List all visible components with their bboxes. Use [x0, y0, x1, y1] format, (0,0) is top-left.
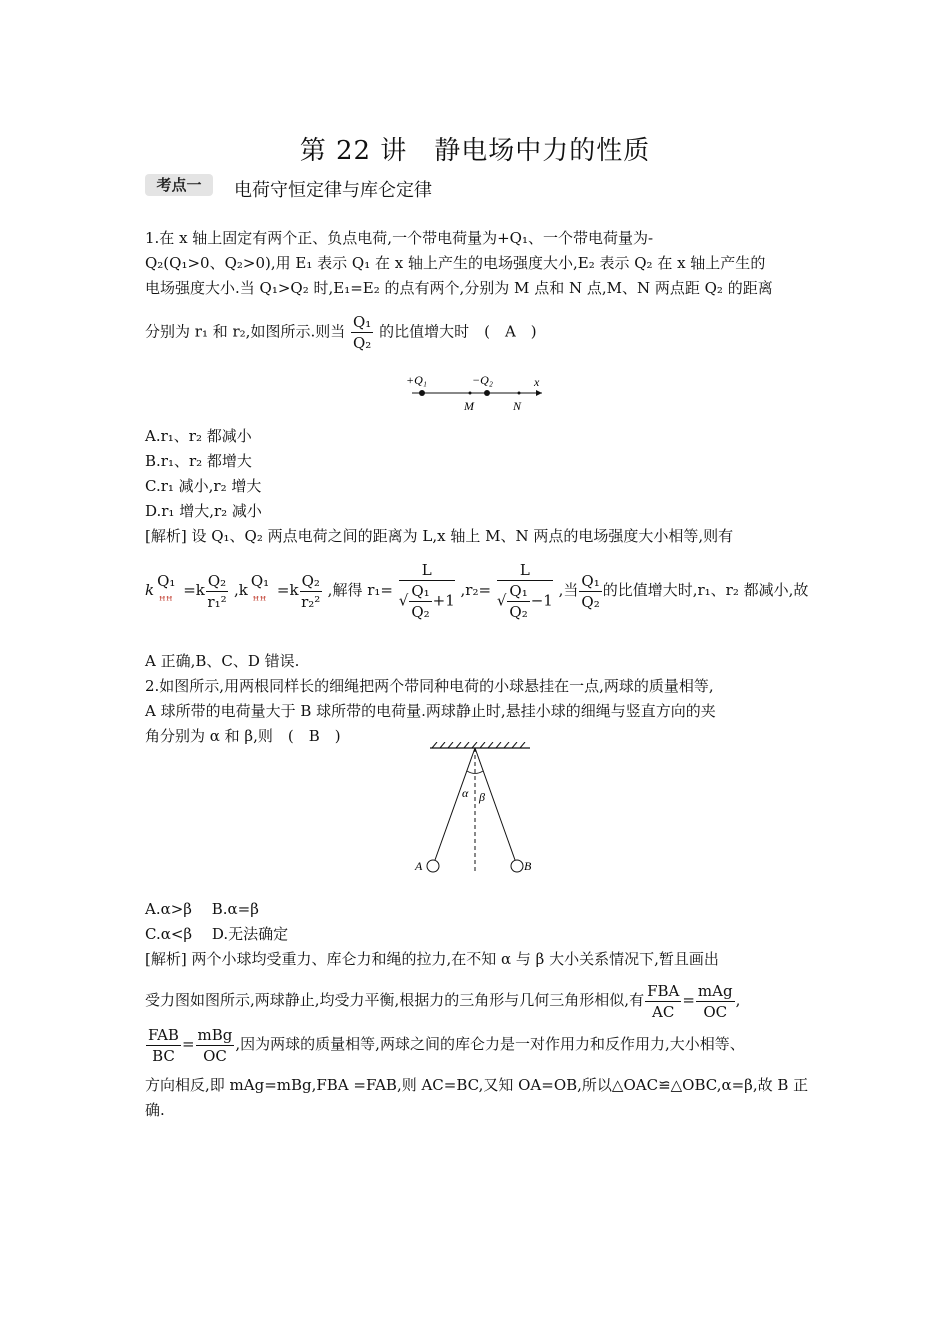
inner [409, 581, 431, 622]
q2-analysis-2-text: 受力图如图所示,两球静止,均受力平衡,根据力的三角形与几何三角形相似,有 [145, 991, 645, 1009]
q1-line-3: 电场强度大小.当 Q₁>Q₂ 时,E₁=E₂ 的点有两个,分别为 M 点和 N 点,M、N 两点距 Q₂ 的距离 [145, 279, 773, 297]
section-title: 电荷守恒定律与库仑定律 [234, 180, 432, 201]
q1: Q₁ [250, 572, 270, 590]
label-n: N [513, 399, 522, 413]
bc: BC [152, 1046, 175, 1065]
q1-option-c: C.r₁ 减小,r₂ 增大 [145, 477, 262, 495]
frac-mbg-oc [196, 1025, 235, 1066]
solve-r2: ,r₂= [460, 581, 492, 599]
q2: Q₂ [207, 571, 227, 590]
eq-k-2: =k [276, 581, 299, 599]
q2: Q₂ [509, 603, 528, 621]
wavy-mark: ꟸꟸ [159, 594, 174, 607]
string-a [435, 748, 475, 860]
q1-analysis-3: A 正确,B、C、D 错误. [145, 652, 300, 670]
q1: Q₁ [157, 572, 176, 590]
point-m-dot [469, 392, 472, 395]
page-title: 第 22 讲 静电场中力的性质 [299, 136, 651, 166]
r2sq: r₂² [301, 592, 321, 611]
wavy-mark: ꟸꟸ [252, 594, 268, 607]
ball-a [427, 860, 439, 872]
numerator: Q₁ [353, 313, 372, 331]
plus-one: +1 [432, 591, 455, 610]
denominator: Q₂ [353, 334, 372, 352]
mbg: mBg [197, 1025, 233, 1044]
l: L [399, 560, 455, 581]
frac-fab-bc [146, 1025, 181, 1066]
oc: OC [203, 1046, 227, 1065]
comma-k: ,k [233, 581, 248, 599]
r1sq: r₁² [207, 592, 227, 611]
q1-line-4 [145, 312, 537, 353]
q1-analysis-formula [145, 560, 808, 622]
frac-fba-ac [645, 981, 681, 1022]
label-b: B [524, 859, 532, 873]
string-b [475, 748, 515, 860]
ac: AC [652, 1002, 675, 1021]
point-n-dot [518, 392, 521, 395]
q2-line-1: 2.如图所示,用两根同样长的细绳把两个带同种电荷的小球悬挂在一点,两球的质量相等, [145, 677, 714, 695]
frac-r1 [399, 560, 455, 622]
frac-r2 [497, 560, 553, 622]
q1-option-b: B.r₁、r₂ 都增大 [145, 452, 252, 470]
q2: Q₂ [581, 592, 600, 611]
when: ,当 [558, 581, 579, 599]
label-a: A [415, 859, 423, 873]
frac-q2-r1 [206, 571, 228, 612]
q2-analysis-3-text: ,因为两球的质量相等,两球之间的库仑力是一对作用力和反作用力,大小相等、 [235, 1035, 745, 1053]
q1-line-2: Q₂(Q₁>0、Q₂>0),用 E₁ 表示 Q₁ 在 x 轴上产生的电场强度大小,E₂ 表示 Q₂ 在 x 轴上产生的 [145, 254, 766, 272]
minus-one: −1 [530, 591, 553, 610]
fba: FBA [647, 981, 680, 1000]
frac-kq1 [155, 571, 177, 611]
q2: Q₂ [411, 603, 430, 621]
solve-r1: ,解得 r₁= [327, 581, 393, 599]
q1-option-d: D.r₁ 增大,r₂ 减小 [145, 502, 262, 520]
label-q2: −Q₂ [472, 373, 493, 387]
oc: OC [703, 1002, 728, 1021]
eq: = [181, 1035, 195, 1053]
label-m: M [464, 399, 474, 413]
k: k [145, 581, 155, 599]
eq: = [682, 991, 695, 1009]
ball-b [511, 860, 523, 872]
q2-analysis-4: 方向相反,即 mAg=mBg,FBA =FAB,则 AC=BC,又知 OA=OB,所以△OAC≌△OBC,α=β,故 B 正 [145, 1076, 809, 1094]
q2-pendulum-figure [405, 742, 540, 882]
conclusion: 的比值增大时,r₁、r₂ 都减小,故 [602, 581, 809, 599]
q1-line-1: 1.在 x 轴上固定有两个正、负点电荷,一个带电荷量为+Q₁、一个带电荷量为- [145, 229, 654, 247]
label-q1: +Q₁ [406, 373, 427, 387]
q2-options-1: A.α>β B.α=β [145, 900, 259, 918]
q1-option-a: A.r₁、r₂ 都减小 [145, 427, 252, 445]
inner [507, 581, 529, 622]
frac-mag-oc [696, 981, 735, 1022]
q2-analysis-2 [145, 978, 740, 1022]
sqrt-plus: √ $\frac{\text{Q₁}}{\text{Q₂}}$ +1 [398, 582, 455, 621]
q1-analysis-1: [解析] 设 Q₁、Q₂ 两点电荷之间的距离为 L,x 轴上 M、N 两点的电场强度大小相等,则有 [145, 527, 734, 545]
q1-axis-figure [400, 368, 550, 414]
frac-kq1-2 [249, 571, 271, 611]
ceiling-hatch [432, 742, 525, 748]
q2-line-2: A 球所带的电荷量大于 B 球所带的电荷量.两球静止时,悬挂小球的细绳与竖直方向的夹 [145, 702, 716, 720]
frac-ratio [579, 571, 601, 612]
label-beta: β [479, 790, 485, 804]
eq-k: =k [183, 581, 205, 599]
q1-line-4-tail: 的比值增大时 ( A ) [379, 322, 537, 341]
mag: mAg [697, 981, 733, 1000]
charge-q2-dot [484, 390, 490, 396]
l: L [497, 560, 553, 581]
q2-analysis-5: 确. [145, 1101, 165, 1119]
q2: Q₂ [301, 571, 320, 590]
q1-ratio-fraction [351, 312, 373, 353]
q1: Q₁ [509, 582, 528, 600]
frac-q2-r2 [300, 571, 322, 612]
axis-arrow-icon [536, 390, 542, 396]
fab: FAB [148, 1025, 179, 1044]
q1: Q₁ [581, 571, 600, 590]
q1: Q₁ [411, 582, 430, 600]
section-badge: 考点一 [145, 174, 213, 196]
label-alpha: α [462, 786, 469, 800]
sqrt-minus: √ $\frac{\text{Q₁}}{\text{Q₂}}$ −1 [496, 582, 553, 621]
q2-options-2: C.α<β D.无法确定 [145, 925, 289, 943]
q2-line-3: 角分别为 α 和 β,则 ( B ) [145, 727, 341, 745]
charge-q1-dot [419, 390, 425, 396]
label-x: x [534, 375, 540, 389]
q2-analysis-3 [145, 1022, 745, 1066]
q2-analysis-1: [解析] 两个小球均受重力、库仑力和绳的拉力,在不知 α 与 β 大小关系情况下,暂且画出 [145, 950, 719, 968]
comma: , [735, 991, 741, 1009]
q1-line-4-text: 分别为 r₁ 和 r₂,如图所示.则当 [145, 322, 346, 341]
